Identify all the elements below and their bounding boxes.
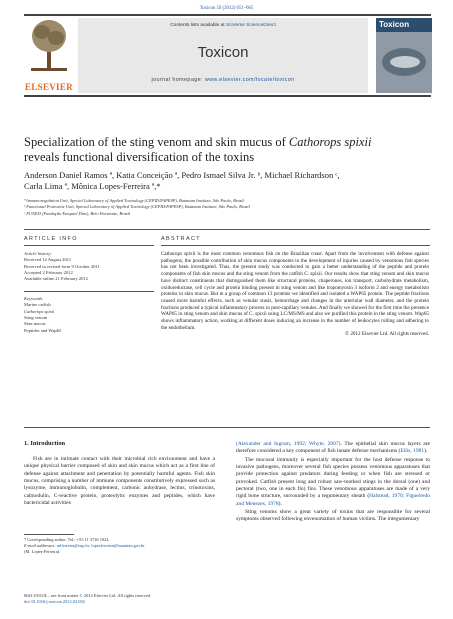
intro-text: The mucosal immunity is especially important for the host defense response to invasive pathogens, moreover several fish species possess venomous apparatuses that provide protection against predators during feeding or when fish are stressed or provoked. Catfish present long and robust saw-toothed stings in the dorsal (one) and pectoral (two, one in each fin) fins. These venomous apparatuses are made of a very rigid bone structure, surrounded by a tegumentary sheath ( — [236, 456, 430, 500]
doi-link[interactable]: doi:10.1016/j.toxicon.2012.02.002 — [24, 599, 85, 605]
introduction-right-column — [236, 441, 430, 524]
abstract-text: Cathorops spixii is the most common venomous fish on the Brazilian coast. Apart from the involvement with defense against pathogens, the possible contribution of skin mucus components to the development of injuries caused by venomous fish species has not been investigated. Thus, the present study was conducted to gain a better understanding of the peptide and protein components of fish skin mucus and the sting venom from the catfish C. spixii. Our results show that sting venom and skin mucus have distinct constituents that distinguished them like structural proteins, chaperones, ion transport, carbohydrate metabolism, oxidoreductase, cell cycle and protein binding present in sting venom and like tropomyosin 3 isoform 2 and energy metabolism proteins in skin mucus. But in a group of common 13 proteins we identified and isolated a WAP65 protein. The peptide fractions caused more harmful effects, such as venular stasis, hemorrhage and changes in the arteriolar wall diameter, and the protein fractions produced a typical inflammatory process in post-capillary venules. And finally we showed for the first time the presence WAP65 in sting venom and skin mucus of C. spixii using LC/MS/MS and also we purified this protein in the sting venom. Wap65 shows inflammatory action, working at different doses inducing an increase in the number of leukocytes rolling and adhering to the endothelium. — [161, 251, 429, 331]
article-info-heading: ARTICLE INFO — [24, 236, 78, 242]
corresponding-author: * Corresponding author. Tel.: +55 11 3726 1024. — [24, 537, 110, 542]
elsevier-logo[interactable] — [24, 18, 74, 92]
keyword-item: Marine catfish — [24, 302, 51, 308]
intro-text: ). — [278, 500, 282, 507]
intro-paragraph — [236, 457, 430, 508]
history-item: Received in revised form 9 October 2011 — [24, 263, 100, 269]
abstract-heading: ABSTRACT — [161, 236, 201, 242]
article-history — [24, 251, 154, 283]
intro-text: . The epithelial skin mucus layers are therefore considered a key component of fish innate defense mechanisms ( — [236, 441, 431, 455]
citation-link[interactable]: Ellis, 1981 — [400, 448, 425, 455]
abstract-bottom-rule — [24, 427, 430, 428]
keyword-item: Cathorops spixii — [24, 308, 55, 314]
issn-line: 0041-0101/$ – see front matter © 2012 Elsevier Ltd. All rights reserved. — [24, 593, 152, 598]
keywords — [24, 296, 154, 334]
citation-link[interactable]: (Alexander and Ingram, 1992; Whyte, 2007) — [236, 441, 341, 447]
email-link[interactable]: mlferreira@usp.br, lopesferreira@butantan.gov.br — [56, 543, 145, 549]
cover-title: Toxicon — [379, 20, 410, 29]
header-top-rule — [24, 14, 431, 16]
title-text-line2: reveals functional diversification of the toxins — [24, 150, 255, 165]
elsevier-wordmark: ELSEVIER — [25, 82, 73, 92]
homepage-line — [78, 77, 368, 83]
contents-line — [78, 23, 368, 28]
affiliation: ª Immunoregulation Unit, Special Laboratory of Applied Toxinology (CEPID/FAPESP), Butantan Institute, São Paulo, Brazil — [24, 198, 244, 203]
authors-line-1[interactable]: Anderson Daniel Ramos ª, Katia Conceição ª, Pedro Ismael Silva Jr. ᵇ, Michael Richardson ᶜ, — [24, 170, 340, 180]
history-item: Received 12 August 2011 — [24, 257, 72, 263]
sciencedirect-link[interactable]: SciVerse ScienceDirect — [225, 23, 276, 28]
journal-citation[interactable]: Toxicon 59 (2012) 651–665 — [199, 6, 254, 11]
abstract-rule — [161, 245, 430, 246]
intro-text: ). — [424, 448, 428, 455]
history-item: Available online 21 February 2012 — [24, 276, 88, 282]
intro-paragraph — [236, 441, 430, 456]
header-bottom-rule — [24, 95, 431, 97]
affiliation: ᵇ Functional Proteomic Unit, Special Laboratory of Applied Toxinology (CEPID/FAPESP), Butantan Institute, São Paulo, Brazil — [24, 204, 250, 210]
introduction-heading: 1. Introduction — [24, 440, 66, 447]
article-info-rule — [24, 245, 154, 246]
front-matter-info — [24, 593, 284, 606]
introduction-left-column: Fish are in intimate contact with their microbial rich environment and have a unique physical barrier composed of skin and skin mucus which act as a first line of defense against attachment and penetration by potentially harmful agents. Fish skin mucus, comprising a number of immune components constitutively expressed such as lysozyme, immunoglobulin, complement, carbonic anhydrase, lectins, crinotoxins, calmodulin, C-reactive protein, proteolytic enzymes and peptides, which have bactericidal activities — [24, 456, 215, 506]
cover-image-detail — [390, 56, 420, 68]
footnote-rule — [24, 534, 74, 535]
intro-paragraph: Sting venoms show a great variety of toxins that are responsible for several symptoms observed following envenomation of human victims. The integumentary — [236, 508, 430, 523]
history-label: Article history: — [24, 251, 52, 256]
article-title — [24, 135, 429, 166]
journal-cover-thumbnail[interactable] — [376, 18, 432, 93]
elsevier-tree-icon — [29, 18, 69, 73]
author-list — [24, 170, 429, 192]
history-divider — [24, 291, 154, 292]
section-divider — [24, 229, 430, 230]
history-item: Accepted 2 February 2012 — [24, 269, 73, 275]
title-text: Specialization of the sting venom and skin mucus of — [24, 135, 289, 149]
affiliations — [24, 198, 429, 217]
abstract-copyright: © 2012 Elsevier Ltd. All rights reserved. — [345, 331, 429, 338]
keywords-label: Keywords: — [24, 296, 44, 301]
homepage-link[interactable]: www.elsevier.com/locate/toxicon — [204, 77, 295, 83]
email-label: E-mail addresses: — [24, 543, 57, 549]
journal-title: Toxicon — [197, 44, 249, 61]
homepage-prefix: journal homepage: — [151, 77, 205, 83]
abstract-body — [161, 251, 429, 338]
email-note: (M. Lopes-Ferreira). — [24, 549, 61, 555]
contents-prefix: Contents lists available at — [170, 23, 226, 28]
keyword-item: Skin mucus — [24, 321, 46, 327]
affiliation: ᶜ FUNED (Fundação Ezequiel Dias), Belo Horizonte, Brazil — [24, 210, 131, 216]
authors-line-2[interactable]: Carla Lima ª, Mônica Lopes-Ferreira ª,* — [24, 181, 161, 192]
title-species: Cathorops spixii — [288, 135, 372, 149]
citation-link[interactable]: Halstead, 1970; Figueiredo and Menezes, 1978 — [236, 493, 430, 507]
corresponding-author-footnote — [24, 537, 215, 555]
journal-banner — [78, 18, 368, 93]
journal-header — [24, 14, 431, 97]
keyword-item: Peptides and Wap65 — [24, 327, 62, 333]
keyword-item: Sting venom — [24, 314, 48, 320]
